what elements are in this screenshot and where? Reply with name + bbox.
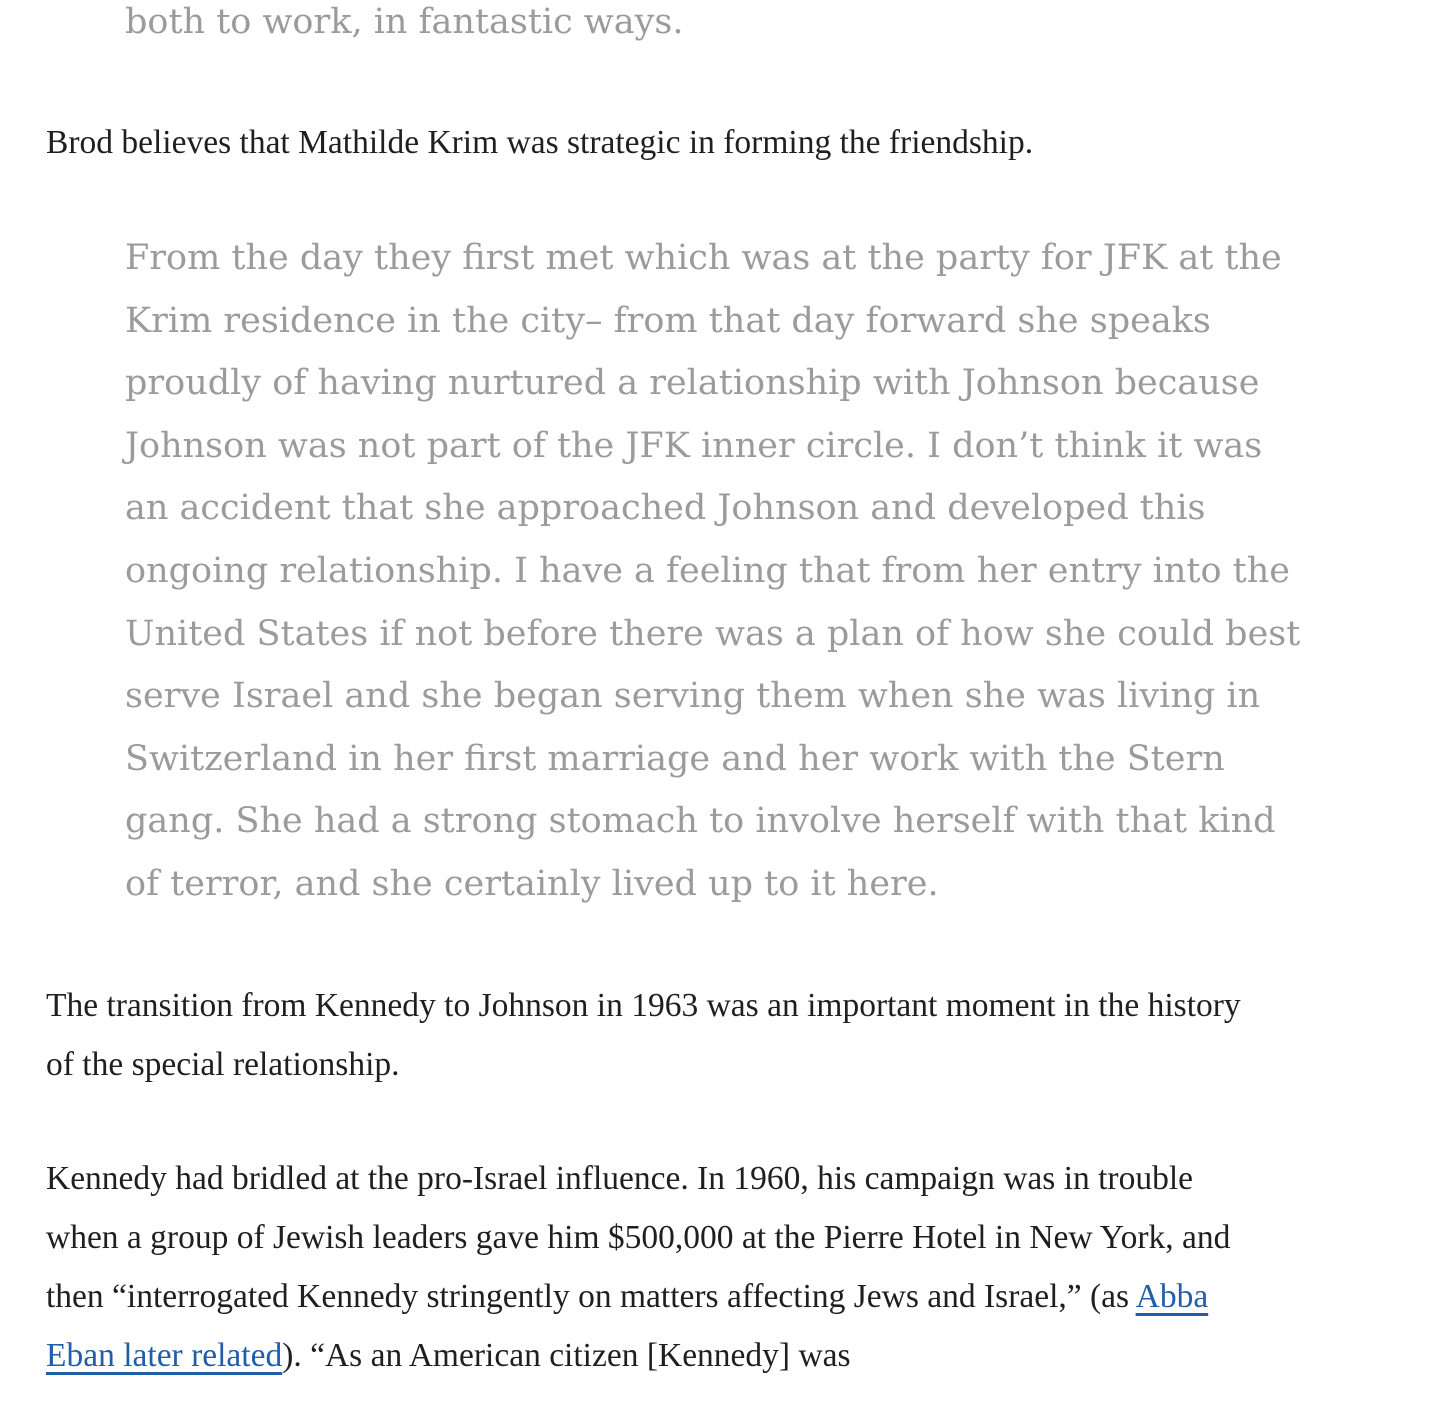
abba-eban-link[interactable]: Abba Eban later related: [46, 1278, 1209, 1374]
blockquote-text: From the day they first met which was at the party for JFK at the Krim residence in the city– from that day forward she speaks proudly of having nurtured a relationship with Johnson because Johnson was not part of the JFK inner circle. I don’t think it was an accident that she approached Johnson and developed this ongoing relationship. I have a feeling that from her entry into the United States if not before there was a plan of how she could best serve Israel and she began serving them when she was living in Switzerland in her first marriage and her work with the Stern gang. She had a strong stomach to involve herself with that kind of terror, and she certainly lived up to it here.: [125, 238, 1301, 904]
blockquote: [46, 227, 1306, 916]
paragraph-text: The transition from Kennedy to Johnson in 1963 was an important moment in the history of the special relationship.: [46, 987, 1241, 1083]
paragraph: [46, 113, 1266, 172]
paragraph: [46, 976, 1266, 1094]
paragraph-text: Brod believes that Mathilde Krim was strategic in forming the friendship.: [46, 124, 1034, 161]
blockquote-continued: [46, 0, 1306, 54]
paragraph: [46, 1149, 1266, 1385]
blockquote-text: both to work, in fantastic ways.: [125, 2, 684, 42]
paragraph-text: ). “As an American citizen [Kennedy] was: [282, 1337, 851, 1374]
paragraph-text: Kennedy had bridled at the pro-Israel influence. In 1960, his campaign was in trouble when a group of Jewish leaders gave him $500,000 at the Pierre Hotel in New York, and then “interrogated Kennedy stringently on matters affecting Jews and Israel,” (as: [46, 1160, 1231, 1315]
